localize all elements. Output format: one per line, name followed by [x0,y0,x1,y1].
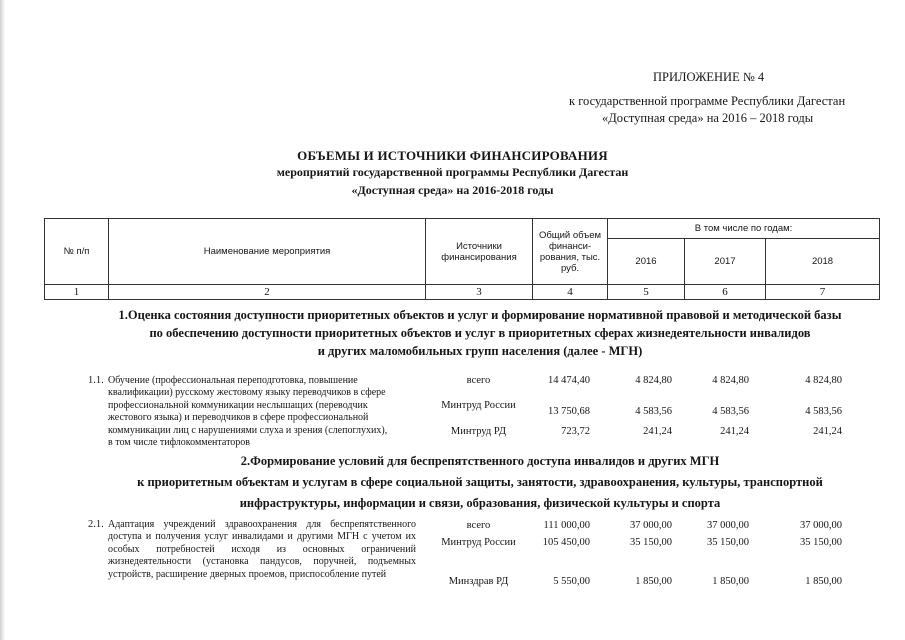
section-heading-line: к приоритетным объектам и услугам в сфере социальной защиты, занятости, здравоохранения, культуры, транспортной [137,475,823,489]
section-heading [40,306,905,360]
row-number: 1.1. [88,375,104,386]
funding-2017: 1 850,00 [712,576,749,587]
funding-2017: 241,24 [720,426,749,437]
funding-source: всего [466,375,491,386]
funding-total: 5 550,00 [553,576,590,587]
header-year-2016: 2016 [608,239,685,285]
funding-2018: 1 850,00 [805,576,842,587]
funding-total: 723,72 [561,426,590,437]
column-number: 2 [109,285,426,300]
header-num: № п/п [45,219,109,285]
funding-2016: 37 000,00 [630,520,672,531]
funding-source: Минтруд РД [450,426,507,437]
section-heading-line: 1.Оценка состояния доступности приоритетных объектов и услуг и формирование нормативной правовой и методической базы [118,308,842,322]
funding-2016: 4 583,56 [635,406,672,417]
appendix-subtitle-line-1: к государственной программе Республики Дагестан [569,94,846,108]
funding-source: всего [466,520,491,531]
table-header [44,218,880,300]
funding-2016: 241,24 [643,426,672,437]
funding-2018: 35 150,00 [800,537,842,548]
funding-source: Минтруд России [441,400,516,411]
appendix-label: ПРИЛОЖЕНИЕ № 4 [653,70,765,84]
funding-total: 111 000,00 [543,520,590,531]
funding-2018: 4 824,80 [805,375,842,386]
funding-2017: 37 000,00 [707,520,749,531]
section-heading-line: по обеспечению доступности приоритетных объектов и услуг в приоритетных сферах жизнедеятельности инвалидов [149,326,811,340]
scan-edge-shadow [0,0,5,640]
funding-2017: 4 583,56 [712,406,749,417]
funding-source: Минздрав РД [448,576,509,587]
document-subtitle-line-2: «Доступная среда» на 2016-2018 годы [351,183,554,197]
column-number: 5 [608,285,685,300]
funding-total: 14 474,40 [548,375,590,386]
header-year-2018: 2018 [766,239,880,285]
column-number: 3 [426,285,533,300]
row-number: 2.1. [88,519,104,530]
column-number: 1 [45,285,109,300]
column-number: 4 [533,285,608,300]
header-year-2017: 2017 [685,239,766,285]
document-subtitle-line-1: мероприятий государственной программы Республики Дагестан [276,165,629,179]
header-name: Наименование мероприятия [109,219,426,285]
row-description: Обучение (профессиональная переподготовка, повышение квалификации) русскому жестовому языку переводчиков в сфере профессиональной коммуникации неслышащих (переводчик жестового языка) и переводчиков в сфере профессиональной коммуникации лиц с нарушениями слуха и зрения (слепоглухих), в том числе тифлокомментаторов [108,375,388,449]
funding-2018: 37 000,00 [800,520,842,531]
section-heading-line: и других маломобильных групп населения (далее - МГН) [317,344,643,358]
funding-2018: 241,24 [813,426,842,437]
document-title: ОБЪЕМЫ И ИСТОЧНИКИ ФИНАНСИРОВАНИЯ [297,148,608,163]
column-number: 7 [766,285,880,300]
header-sources: Источники финансирования [426,219,533,285]
funding-source: Минтруд России [441,537,516,548]
funding-2016: 35 150,00 [630,537,672,548]
funding-2016: 4 824,80 [635,375,672,386]
header-by-years: В том числе по годам: [608,219,880,239]
column-number: 6 [685,285,766,300]
funding-total: 105 450,00 [542,537,590,548]
appendix-subtitle-line-2: «Доступная среда» на 2016 – 2018 годы [602,111,814,125]
funding-2017: 35 150,00 [707,537,749,548]
section-heading-line: 2.Формирование условий для беспрепятственного доступа инвалидов и других МГН [240,454,720,468]
funding-2018: 4 583,56 [805,406,842,417]
funding-2016: 1 850,00 [635,576,672,587]
row-description: Адаптация учреждений здравоохранения для беспрепятственного доступа и получения услуг инвалидами и другими МГН с учетом их особых потребностей исходя из основных ограничений жизнедеятельности (установка пандусов, поручней, подъемных устройств, расширение дверных проемов, приспособление путей [108,519,416,580]
funding-2017: 4 824,80 [712,375,749,386]
section-heading [40,451,905,514]
funding-total: 13 750,68 [548,406,590,417]
header-total: Общий объем финанси-рования, тыс. руб. [533,219,608,285]
section-heading-line: инфраструктуры, информации и связи, образования, физической культуры и спорта [239,496,721,510]
